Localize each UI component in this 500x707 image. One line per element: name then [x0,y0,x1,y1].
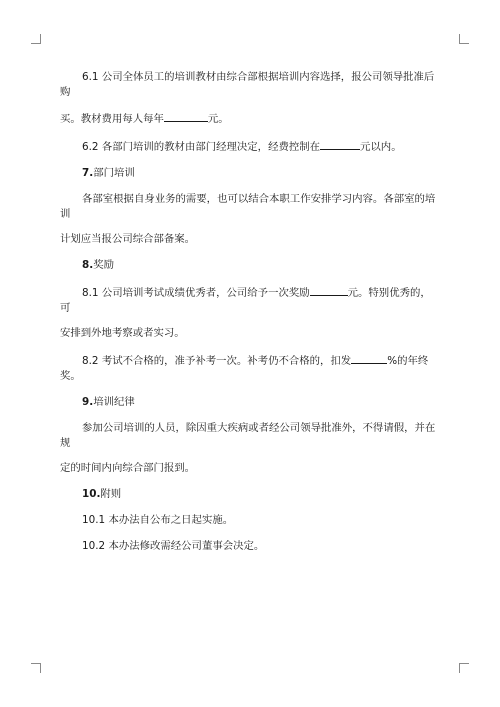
paragraph-10-2: 10.2 本办法修改需经公司董事会决定。 [82,540,265,552]
paragraph-8-1 [60,284,440,341]
heading-title: 附则 [100,488,122,500]
paragraph-6-2 [60,138,440,155]
heading-title: 培训纪律 [93,396,135,408]
paragraph-text: 定的时间内向综合部门报到。 [60,462,196,474]
heading-7 [60,166,440,181]
paragraph-text: 8.2 考试不合格的，准予补考一次。补考仍不合格的，扣发 [82,355,352,367]
paragraph-text: 安排到外地考察或者实习。 [60,327,185,339]
crop-mark-bottom-left [31,663,41,673]
heading-number: 7. [82,167,94,179]
paragraph-10-1: 10.1 本办法自公布之日起实施。 [82,514,234,526]
document-body [60,70,440,565]
fill-blank[interactable] [320,138,360,150]
heading-number: 8. [82,259,94,271]
crop-mark-bottom-right [459,663,469,673]
paragraph-text: 计划应当报公司综合部备案。 [60,233,196,245]
fill-blank[interactable] [164,110,208,122]
paragraph-text: 买。教材费用每人每年 [60,113,164,125]
paragraph-text: 各部室根据自身业务的需要，也可以结合本职工作安排学习内容。各部室的培训 [60,193,436,220]
crop-mark-top-left [31,34,41,44]
heading-8 [60,258,440,273]
heading-number: 9. [82,396,94,408]
paragraph-text: 元以内。 [360,141,402,153]
paragraph-9 [60,421,440,476]
paragraph-text: 元。 [207,113,229,125]
fill-blank[interactable] [310,284,348,296]
paragraph-6-1 [60,70,440,127]
heading-9 [60,395,440,410]
paragraph-text: 6.2 各部门培训的教材由部门经理决定，经费控制在 [82,141,321,153]
heading-number: 10. [82,488,101,500]
paragraph-text: 参加公司培训的人员，除因重大疾病或者经公司领导批准外，不得请假，并在规 [60,422,436,449]
paragraph-text: 元。特别优秀的，可 [60,287,431,314]
crop-mark-top-right [459,34,469,44]
paragraph-text: %的年终奖。 [60,355,429,382]
heading-title: 奖励 [93,259,114,271]
heading-title: 部门培训 [93,167,135,179]
paragraph-text: 8.1 公司培训考试成绩优秀者，公司给予一次奖励 [82,287,310,299]
heading-10 [60,487,440,502]
paragraph-7 [60,192,440,247]
paragraph-8-2 [60,352,440,384]
paragraph-text: 6.1 公司全体员工的培训教材由综合部根据培训内容选择，报公司领导批准后购 [60,71,435,98]
fill-blank[interactable] [351,352,387,364]
